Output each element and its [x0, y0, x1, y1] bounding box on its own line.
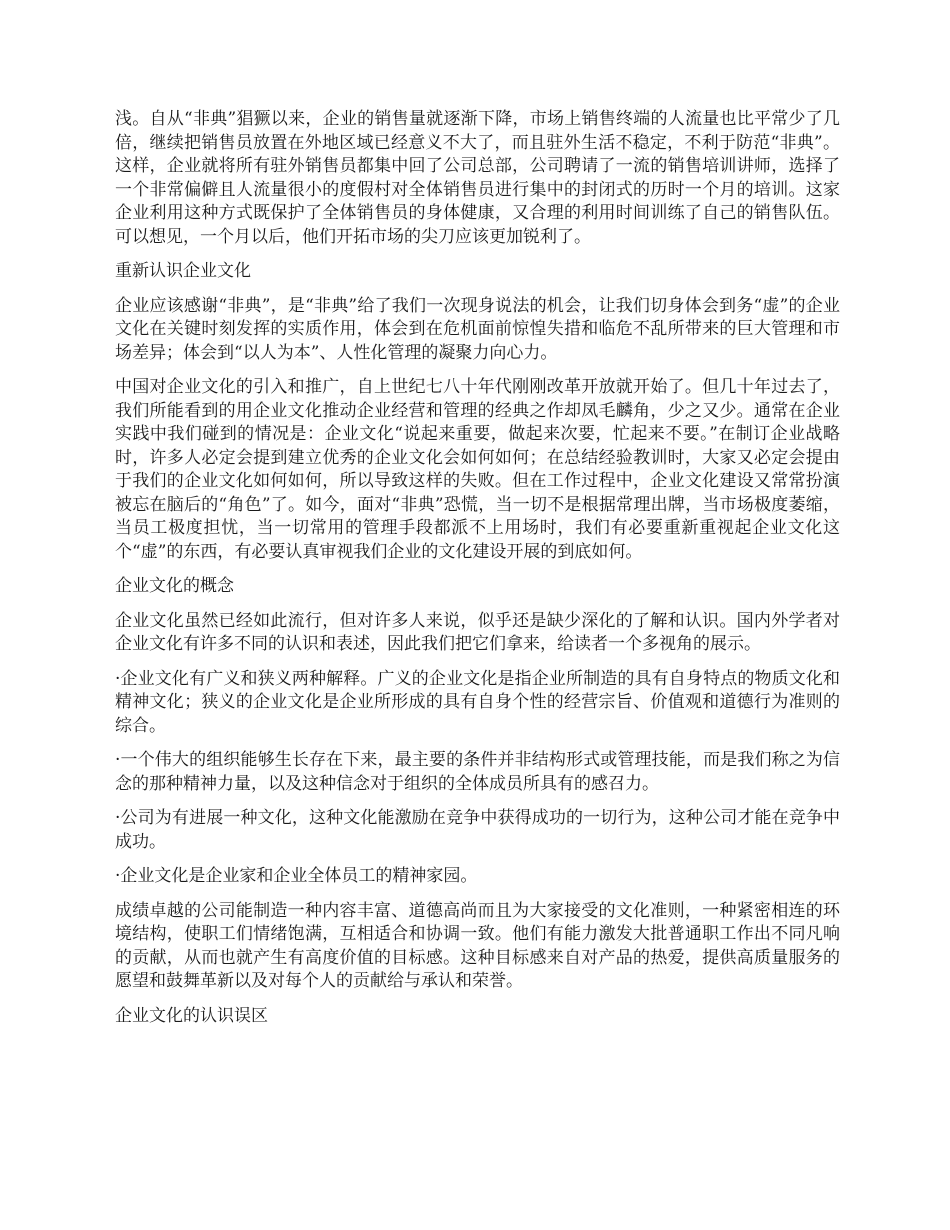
section-heading-culture-concept: 企业文化的概念	[115, 576, 234, 596]
section-heading-culture-misconceptions: 企业文化的认识误区	[115, 1005, 268, 1026]
paragraph: 企业应该感谢“非典”，是“非典”给了我们一次现身说法的机会，让我们切身体会到务“虚”的企业文化在关键时刻发挥的实质作用，体会到在危机面前惊惶失措和临危不乱所带来的巨大管理和市场差异；体会到“以人为本”、人性化管理的凝聚力向心力。	[115, 295, 840, 363]
paragraph: 成绩卓越的公司能制造一种内容丰富、道德高尚而且为大家接受的文化准则，一种紧密相连的环境结构，使职工们情绪饱满，互相适合和协调一致。他们有能力激发大批普通职工作出不同凡响的贡献，从而也就产生有高度价值的目标感。这种目标感来自对产品的热爱，提供高质量服务的愿望和鼓舞革新以及对每个人的贡献给与承认和荣誉。	[115, 900, 840, 991]
bullet-item: ·企业文化是企业家和企业全体员工的精神家园。	[115, 866, 478, 886]
section-heading-rethink-culture: 重新认识企业文化	[115, 261, 251, 281]
document-page	[115, 108, 840, 1039]
bullet-item: ·公司为有进展一种文化，这种文化能激励在竞争中获得成功的一切行为，这种公司才能在竞争中成功。	[115, 808, 840, 852]
paragraph: 企业文化虽然已经如此流行，但对许多人来说，似乎还是缺少深化的了解和认识。国内外学者对企业文化有许多不同的认识和表述，因此我们把它们拿来，给读者一个多视角的展示。	[115, 610, 840, 654]
bullet-item: ·一个伟大的组织能够生长存在下来，最主要的条件并非结构形式或管理技能，而是我们称之为信念的那种精神力量，以及这种信念对于组织的全体成员所具有的感召力。	[115, 750, 840, 794]
paragraph-intro: 浅。自从“非典”猖獗以来，企业的销售量就逐渐下降，市场上销售终端的人流量也比平常少了几倍，继续把销售员放置在外地区域已经意义不大了，而且驻外生活不稳定，不利于防范“非典”。这样，企业就将所有驻外销售员都集中回了公司总部，公司聘请了一流的销售培训讲师，选择了一个非常偏僻且人流量很小的度假村对全体销售员进行集中的封闭式的历时一个月的培训。这家企业利用这种方式既保护了全体销售员的身体健康，又合理的利用时间训练了自己的销售队伍。可以想见，一个月以后，他们开拓市场的尖刀应该更加锐利了。	[115, 109, 840, 247]
bullet-item: ·企业文化有广义和狭义两种解释。广义的企业文化是指企业所制造的具有自身特点的物质文化和精神文化；狭义的企业文化是企业所形成的具有自身个性的经营宗旨、价值观和道德行为准则的综合。	[115, 668, 840, 736]
paragraph: 中国对企业文化的引入和推广，自上世纪七八十年代刚刚改革开放就开始了。但几十年过去了，我们所能看到的用企业文化推动企业经营和管理的经典之作却凤毛麟角，少之又少。通常在企业实践中我们碰到的情况是：企业文化“说起来重要，做起来次要，忙起来不要。”在制订企业战略时，许多人必定会提到建立优秀的企业文化会如何如何；在总结经验教训时，大家又必定会提由于我们的企业文化如何如何，所以导致这样的失败。但在工作过程中，企业文化建设又常常扮演被忘在脑后的“角色”了。如今，面对“非典”恐慌，当一切不是根据常理出牌，当市场极度萎缩，当员工极度担忧，当一切常用的管理手段都派不上用场时，我们有必要重新重视起企业文化这个“虚”的东西，有必要认真审视我们企业的文化建设开展的到底如何。	[115, 377, 840, 562]
